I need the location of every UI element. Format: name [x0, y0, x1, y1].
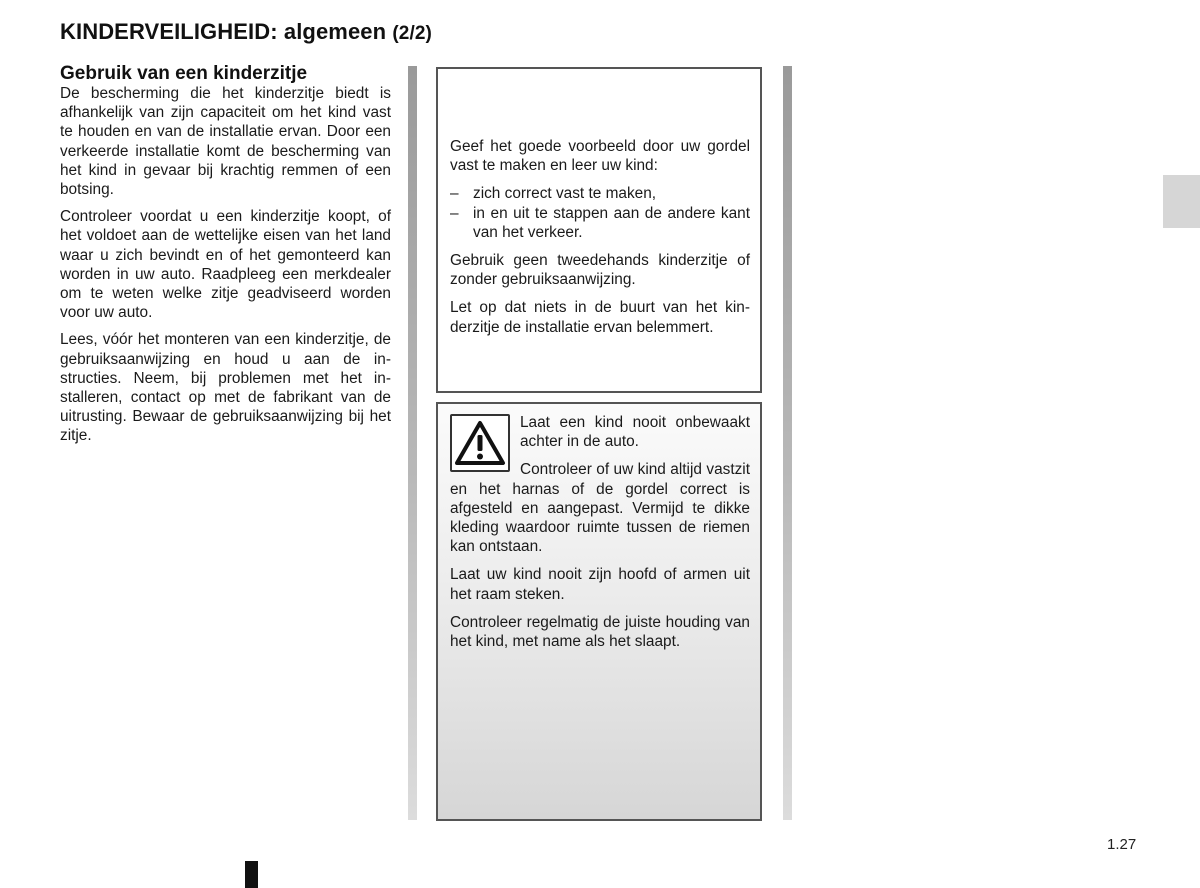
- list-item: [450, 204, 750, 242]
- warning-paragraph: Controleer of uw kind altijd vastzit en het harnas of de gordel correct is afgesteld en aangepast. Vermijd te dikke kleding waardoor ruimte tussen de riemen kan ontstaan.: [450, 461, 750, 556]
- page-title-text: KINDERVEILIGHEID: algemeen: [60, 19, 387, 44]
- column-divider-right: [783, 66, 792, 820]
- note-list: [450, 184, 750, 242]
- body-paragraph: Controleer voordat u een kinderzitje koopt, of het voldoet aan de wettelijke eisen van het land waar u zich bevindt en of het gemonteerd kan worden in uw auto. Raadpleeg een merkdealer om te weten welke zitje geadviseerd worden voor uw auto.: [60, 208, 391, 322]
- warning-triangle-icon: [450, 414, 510, 472]
- dash-bullet: –: [450, 185, 459, 203]
- advice-note-box: [436, 67, 762, 393]
- body-paragraph: De bescherming die het kinderzitje biedt is afhankelijk van zijn capaciteit om het kind vast te houden en van de installatie ervan. Door een verkeerde installatie komt de bescherming van het kind in gevaar bij krachtig remmen of een botsing.: [60, 85, 391, 199]
- section-heading: Gebruik van een kinderzitje: [60, 63, 308, 84]
- note-intro: Geef het goede voorbeeld door uw gordel vast te maken en leer uw kind:: [450, 138, 750, 175]
- page-title-part: (2/2): [392, 23, 432, 44]
- body-paragraph: Lees, vóór het monteren van een kinderzitje, de gebruiksaanwijzing en houd u aan de instructies. Neem, bij problemen met het installeren, contact op met de fabrikant van de uitrusting. Bewaar de gebruiksaanwijzing bij het zitje.: [60, 331, 391, 445]
- note-paragraph: Let op dat niets in de buurt van het kinderzitje de installatie ervan belemmert.: [450, 299, 750, 336]
- warning-paragraph: Laat een kind nooit onbewaakt achter in de auto.: [520, 414, 750, 451]
- warning-box: [436, 402, 762, 821]
- list-item: [450, 184, 750, 203]
- column-divider-left: [408, 66, 417, 820]
- bottom-crop-mark: [245, 861, 258, 888]
- warning-content: [450, 413, 750, 660]
- dash-bullet: –: [450, 204, 459, 222]
- advice-note-content: [450, 137, 750, 346]
- warning-paragraph: Controleer regelmatig de juiste houding van het kind, met name als het slaapt.: [450, 613, 750, 651]
- page-title: [60, 19, 432, 45]
- warning-paragraph: Laat uw kind nooit zijn hoofd of armen uit het raam steken.: [450, 566, 750, 603]
- left-column: [60, 63, 391, 454]
- chapter-side-tab: [1163, 175, 1200, 228]
- list-item-text: zich correct vast te maken,: [473, 185, 657, 203]
- page-number: 1.27: [1107, 836, 1137, 853]
- list-item-text: in en uit te stappen aan de andere kant van het verkeer.: [473, 204, 750, 241]
- note-paragraph: Gebruik geen tweedehands kinderzitje of zonder gebruiksaanwijzing.: [450, 252, 750, 289]
